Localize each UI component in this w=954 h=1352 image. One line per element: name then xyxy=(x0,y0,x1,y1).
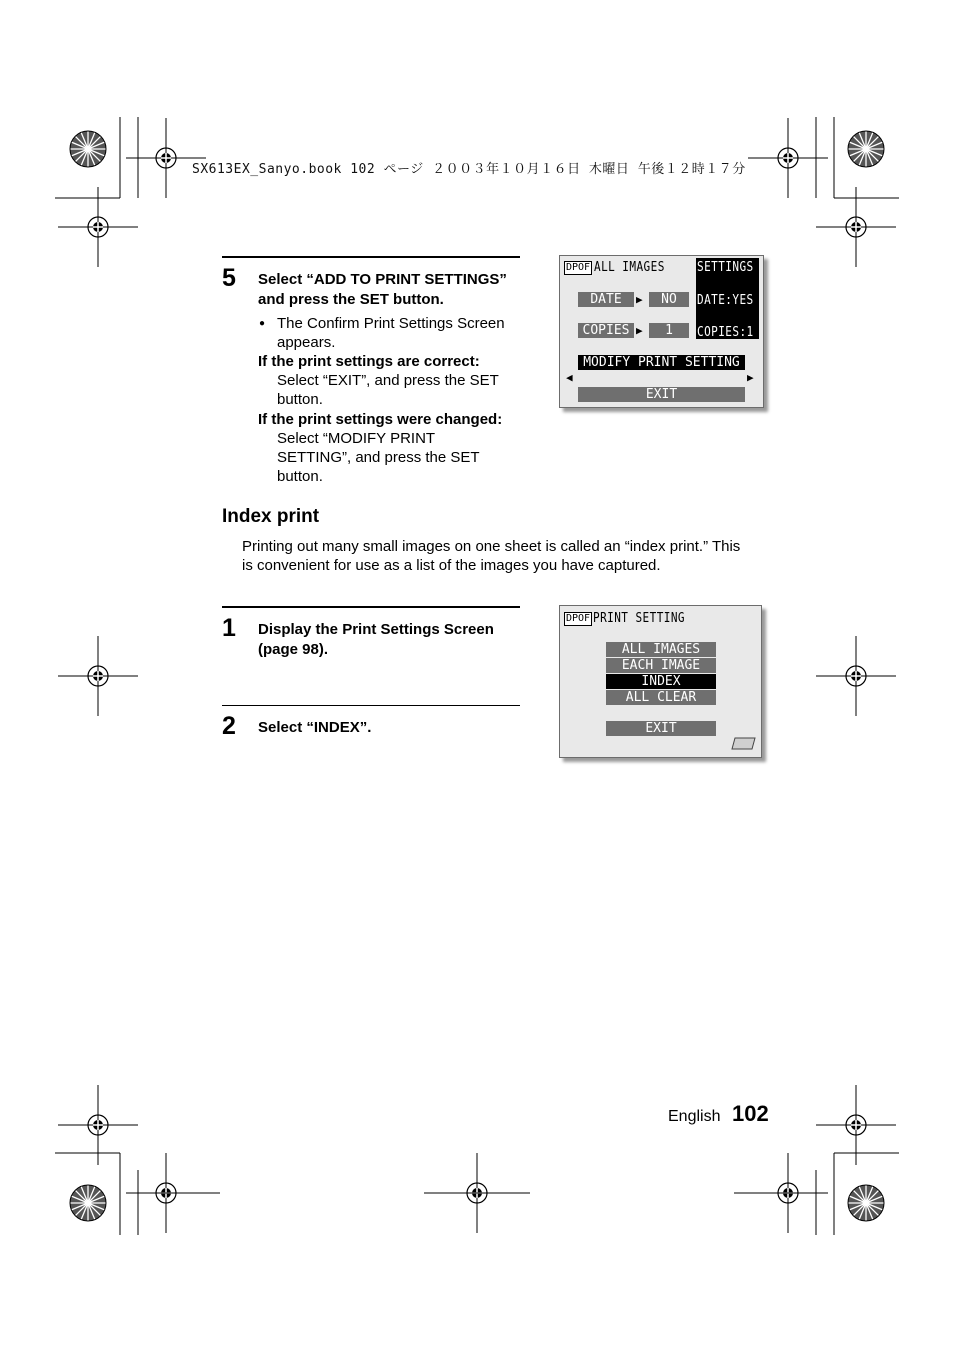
dpof-icon: DPOF xyxy=(566,613,591,624)
step2-number: 2 xyxy=(222,712,236,740)
battery-icon xyxy=(731,737,757,751)
print-settings-screen xyxy=(559,605,762,758)
section-para-2: is convenient for use as a list of the images you have captured. xyxy=(242,557,661,574)
step5-correct-label: If the print settings are correct: xyxy=(258,353,480,370)
step2-rule xyxy=(222,705,520,706)
date-label: DATE xyxy=(578,292,634,307)
step5-bullet-2: appears. xyxy=(277,334,336,351)
step1-title-2: (page 98). xyxy=(258,641,329,658)
modify-print-setting-option[interactable]: MODIFY PRINT SETTING xyxy=(578,355,745,370)
page-number: 102 xyxy=(732,1101,769,1126)
step5-number: 5 xyxy=(222,264,236,292)
left-arrow-icon: ◀ xyxy=(566,371,573,384)
settings-header: SETTINGS xyxy=(697,260,754,275)
step5-changed-3: button. xyxy=(277,468,323,485)
exit-option[interactable]: EXIT xyxy=(578,387,745,402)
dpof-icon: DPOF xyxy=(566,262,591,273)
step5-title-1: Select “ADD TO PRINT SETTINGS” xyxy=(258,271,507,288)
exit-option[interactable]: EXIT xyxy=(606,721,716,736)
date-arrow-icon: ▶ xyxy=(636,293,643,306)
step5-changed-label: If the print settings were changed: xyxy=(258,411,503,428)
step5-changed-1: Select “MODIFY PRINT xyxy=(277,430,436,447)
option-all-images[interactable]: ALL IMAGES xyxy=(606,642,716,657)
step2-title: Select “INDEX”. xyxy=(258,719,372,736)
copies-setting: COPIES:1 xyxy=(697,325,754,340)
step5-correct-2: button. xyxy=(277,391,323,408)
settings-panel xyxy=(696,258,759,339)
copies-label: COPIES xyxy=(578,323,634,338)
option-each-image[interactable]: EACH IMAGE xyxy=(606,658,716,673)
section-para-1: Printing out many small images on one sheet is called an “index print.” This xyxy=(242,538,741,555)
option-index-selected[interactable]: INDEX xyxy=(606,674,716,689)
step5-bullet-1: The Confirm Print Settings Screen xyxy=(277,315,505,332)
right-arrow-icon: ▶ xyxy=(747,371,754,384)
option-all-clear[interactable]: ALL CLEAR xyxy=(606,690,716,705)
step5-correct-1: Select “EXIT”, and press the SET xyxy=(277,372,499,389)
screen1-title: ALL IMAGES xyxy=(594,260,665,275)
step1-number: 1 xyxy=(222,614,236,642)
footer-language: English xyxy=(668,1108,721,1125)
screen2-title: PRINT SETTING xyxy=(593,611,686,626)
step1-rule xyxy=(222,606,520,608)
step5-rule xyxy=(222,256,520,258)
confirm-print-settings-screen xyxy=(559,255,764,408)
section-title: Index print xyxy=(222,506,320,527)
date-value: NO xyxy=(649,292,689,307)
date-setting: DATE:YES xyxy=(697,293,754,308)
copies-value: 1 xyxy=(649,323,689,338)
bullet-icon: ● xyxy=(259,318,266,329)
step5-changed-2: SETTING”, and press the SET xyxy=(277,449,480,466)
step1-title-1: Display the Print Settings Screen xyxy=(258,621,494,638)
book-header: SX613EX_Sanyo.book 102 ページ ２００３年１０月１６日 木曜日 午後１２時１７分 xyxy=(192,162,746,177)
step5-title-2: and press the SET button. xyxy=(258,291,444,308)
copies-arrow-icon: ▶ xyxy=(636,324,643,337)
